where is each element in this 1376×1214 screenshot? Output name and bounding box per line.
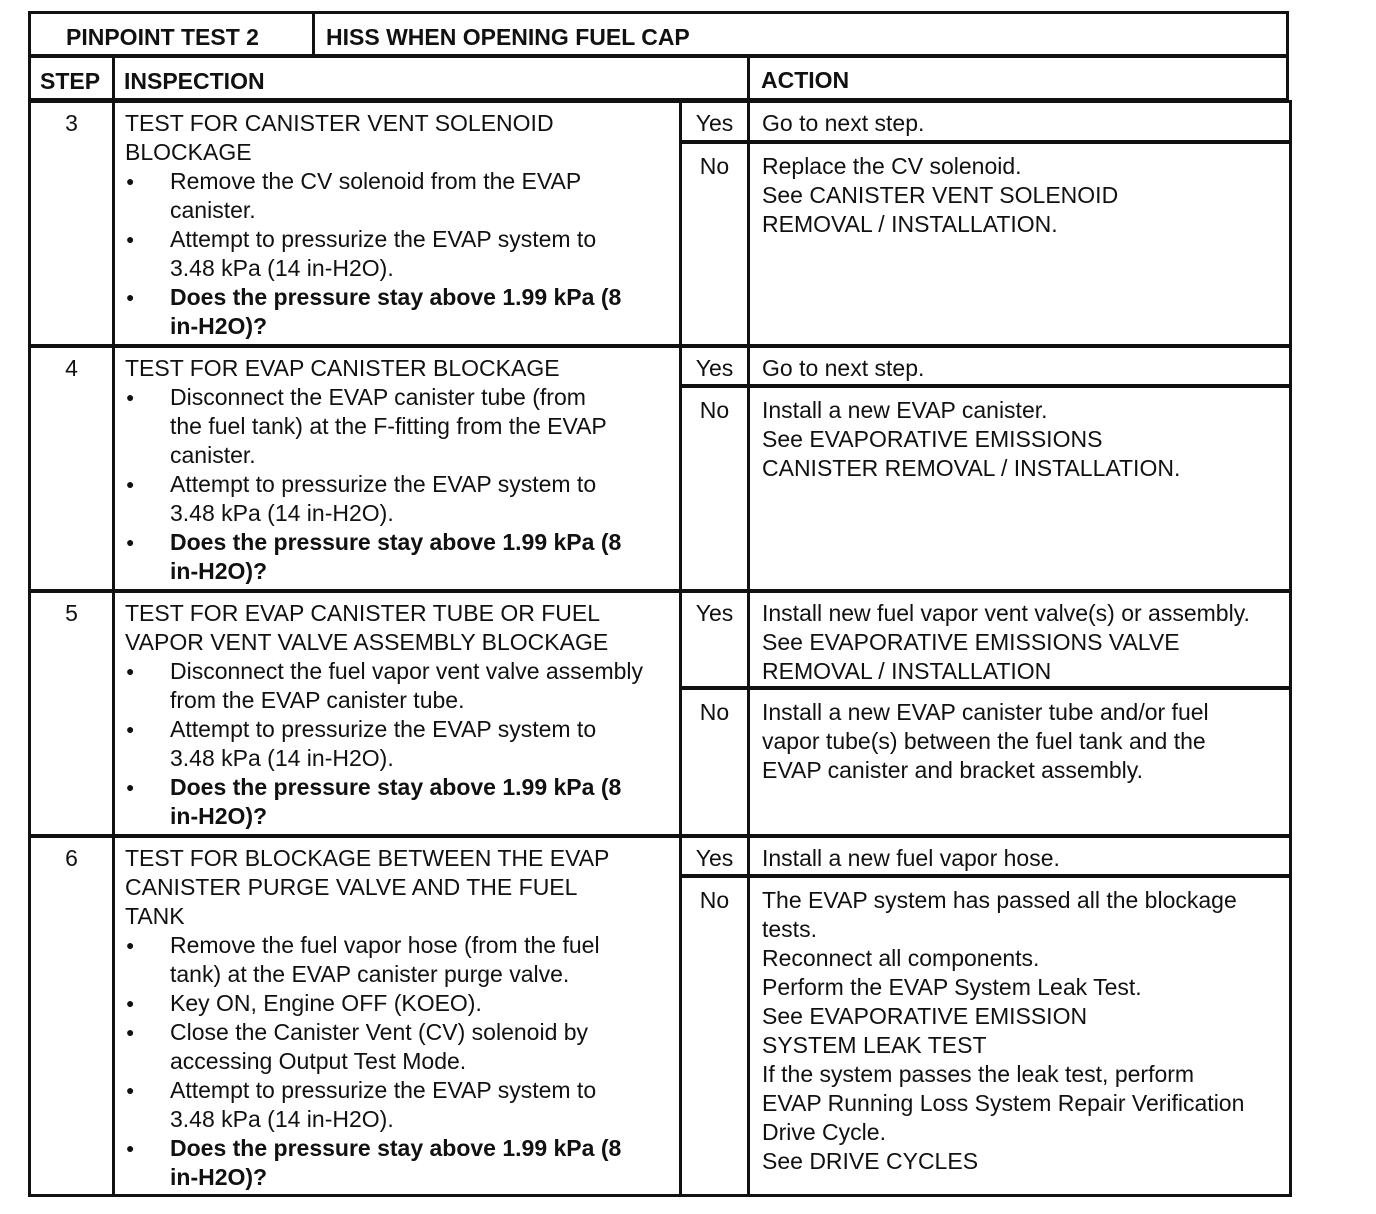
inspection-bullet-text: Remove the fuel vapor hose (from the fuel: [170, 932, 600, 958]
inspection-title: TEST FOR EVAP CANISTER TUBE OR FUEL: [125, 600, 601, 626]
inspection-title: VAPOR VENT VALVE ASSEMBLY BLOCKAGE: [125, 629, 609, 655]
no-action-text: See CANISTER VENT SOLENOID: [762, 182, 1119, 208]
no-action-text: EVAP Running Loss System Repair Verification: [762, 1090, 1245, 1116]
test-title: HISS WHEN OPENING FUEL CAP: [326, 24, 690, 50]
bullet-icon: ●: [126, 937, 135, 953]
inspection-bullet-text: in-H2O)?: [170, 313, 268, 339]
inspection-title: TEST FOR BLOCKAGE BETWEEN THE EVAP: [125, 845, 610, 871]
no-action-text: The EVAP system has passed all the blockage: [762, 887, 1237, 913]
no-action-text: REMOVAL / INSTALLATION.: [762, 211, 1058, 237]
no-action-text: Install a new EVAP canister.: [762, 397, 1048, 423]
no-action-text: Reconnect all components.: [762, 945, 1040, 971]
no-action-text: See EVAPORATIVE EMISSION: [762, 1003, 1088, 1029]
test-id: PINPOINT TEST 2: [66, 24, 259, 50]
inspection-bullet-text: Does the pressure stay above 1.99 kPa (8: [170, 529, 622, 555]
inspection-bullet-text: 3.48 kPa (14 in-H2O).: [170, 255, 394, 281]
inspection-bullet-text: from the EVAP canister tube.: [170, 687, 465, 713]
no-action-text: If the system passes the leak test, perform: [762, 1061, 1195, 1087]
inspection-bullet-text: Does the pressure stay above 1.99 kPa (8: [170, 284, 622, 310]
inspection-bullet-text: Key ON, Engine OFF (KOEO).: [170, 990, 482, 1016]
step-number: 6: [65, 845, 78, 871]
col-action-header: ACTION: [761, 67, 850, 93]
inspection-bullet-text: in-H2O)?: [170, 558, 268, 584]
inspection-bullet-text: Disconnect the EVAP canister tube (from: [170, 384, 586, 410]
no-action-text: Perform the EVAP System Leak Test.: [762, 974, 1142, 1000]
inspection-bullet-text: Attempt to pressurize the EVAP system to: [170, 716, 597, 742]
bullet-icon: ●: [126, 779, 135, 795]
inspection-bullet-text: Remove the CV solenoid from the EVAP: [170, 168, 582, 194]
bullet-icon: ●: [126, 173, 135, 189]
no-action-text: SYSTEM LEAK TEST: [762, 1032, 987, 1058]
bullet-icon: ●: [126, 476, 135, 492]
yes-label: Yes: [695, 845, 734, 871]
col-inspection-header: INSPECTION: [124, 68, 265, 94]
no-action-text: CANISTER REMOVAL / INSTALLATION.: [762, 455, 1181, 481]
yes-action-text: Install new fuel vapor vent valve(s) or assembly.: [762, 600, 1250, 626]
bullet-icon: ●: [126, 534, 135, 550]
bullet-icon: ●: [126, 995, 135, 1011]
no-action-text: Drive Cycle.: [762, 1119, 886, 1145]
inspection-title: TANK: [125, 903, 185, 929]
no-action-text: tests.: [762, 916, 817, 942]
inspection-bullet-text: Attempt to pressurize the EVAP system to: [170, 471, 597, 497]
yes-action-text: Install a new fuel vapor hose.: [762, 845, 1060, 871]
bullet-icon: ●: [126, 1024, 135, 1040]
inspection-bullet-text: 3.48 kPa (14 in-H2O).: [170, 745, 394, 771]
yes-label: Yes: [695, 355, 734, 381]
bullet-icon: ●: [126, 1140, 135, 1156]
inspection-bullet-text: Does the pressure stay above 1.99 kPa (8: [170, 1135, 622, 1161]
inspection-title: TEST FOR CANISTER VENT SOLENOID: [125, 110, 554, 136]
inspection-title: CANISTER PURGE VALVE AND THE FUEL: [125, 874, 578, 900]
inspection-bullet-text: in-H2O)?: [170, 803, 268, 829]
col-step-header: STEP: [40, 68, 101, 94]
step-number: 4: [65, 355, 78, 381]
yes-action-text: REMOVAL / INSTALLATION: [762, 658, 1052, 684]
bullet-icon: ●: [126, 289, 135, 305]
inspection-bullet-text: Attempt to pressurize the EVAP system to: [170, 1077, 597, 1103]
inspection-bullet-text: canister.: [170, 197, 256, 223]
bullet-icon: ●: [126, 231, 135, 247]
no-label: No: [699, 153, 730, 179]
inspection-bullet-text: Disconnect the fuel vapor vent valve assembly: [170, 658, 644, 684]
bullet-icon: ●: [126, 389, 135, 405]
inspection-title: BLOCKAGE: [125, 139, 252, 165]
bullet-icon: ●: [126, 663, 135, 679]
no-action-text: See DRIVE CYCLES: [762, 1148, 979, 1174]
inspection-title: TEST FOR EVAP CANISTER BLOCKAGE: [125, 355, 560, 381]
yes-label: Yes: [695, 110, 734, 136]
no-action-text: Install a new EVAP canister tube and/or fuel: [762, 699, 1209, 725]
yes-action-text: See EVAPORATIVE EMISSIONS VALVE: [762, 629, 1180, 655]
no-action-text: Replace the CV solenoid.: [762, 153, 1022, 179]
inspection-bullet-text: 3.48 kPa (14 in-H2O).: [170, 1106, 394, 1132]
bullet-icon: ●: [126, 1082, 135, 1098]
inspection-bullet-text: in-H2O)?: [170, 1164, 268, 1190]
inspection-bullet-text: Close the Canister Vent (CV) solenoid by: [170, 1019, 589, 1045]
no-label: No: [699, 699, 730, 725]
no-action-text: vapor tube(s) between the fuel tank and the: [762, 728, 1206, 754]
inspection-bullet-text: 3.48 kPa (14 in-H2O).: [170, 500, 394, 526]
yes-action-text: Go to next step.: [762, 110, 925, 136]
no-label-cell: [679, 875, 750, 1197]
inspection-bullet-text: Attempt to pressurize the EVAP system to: [170, 226, 597, 252]
yes-label: Yes: [695, 600, 734, 626]
step-cell: [28, 835, 115, 1197]
inspection-bullet-text: canister.: [170, 442, 256, 468]
no-action-text: See EVAPORATIVE EMISSIONS: [762, 426, 1103, 452]
no-action-text: EVAP canister and bracket assembly.: [762, 757, 1143, 783]
no-label: No: [699, 397, 730, 423]
yes-action-text: Go to next step.: [762, 355, 925, 381]
inspection-bullet-text: accessing Output Test Mode.: [170, 1048, 467, 1074]
step-number: 5: [65, 600, 78, 626]
no-label: No: [699, 887, 730, 913]
inspection-bullet-text: Does the pressure stay above 1.99 kPa (8: [170, 774, 622, 800]
inspection-bullet-text: tank) at the EVAP canister purge valve.: [170, 961, 570, 987]
inspection-bullet-text: the fuel tank) at the F-fitting from the EVAP: [170, 413, 607, 439]
step-number: 3: [65, 110, 78, 136]
bullet-icon: ●: [126, 721, 135, 737]
